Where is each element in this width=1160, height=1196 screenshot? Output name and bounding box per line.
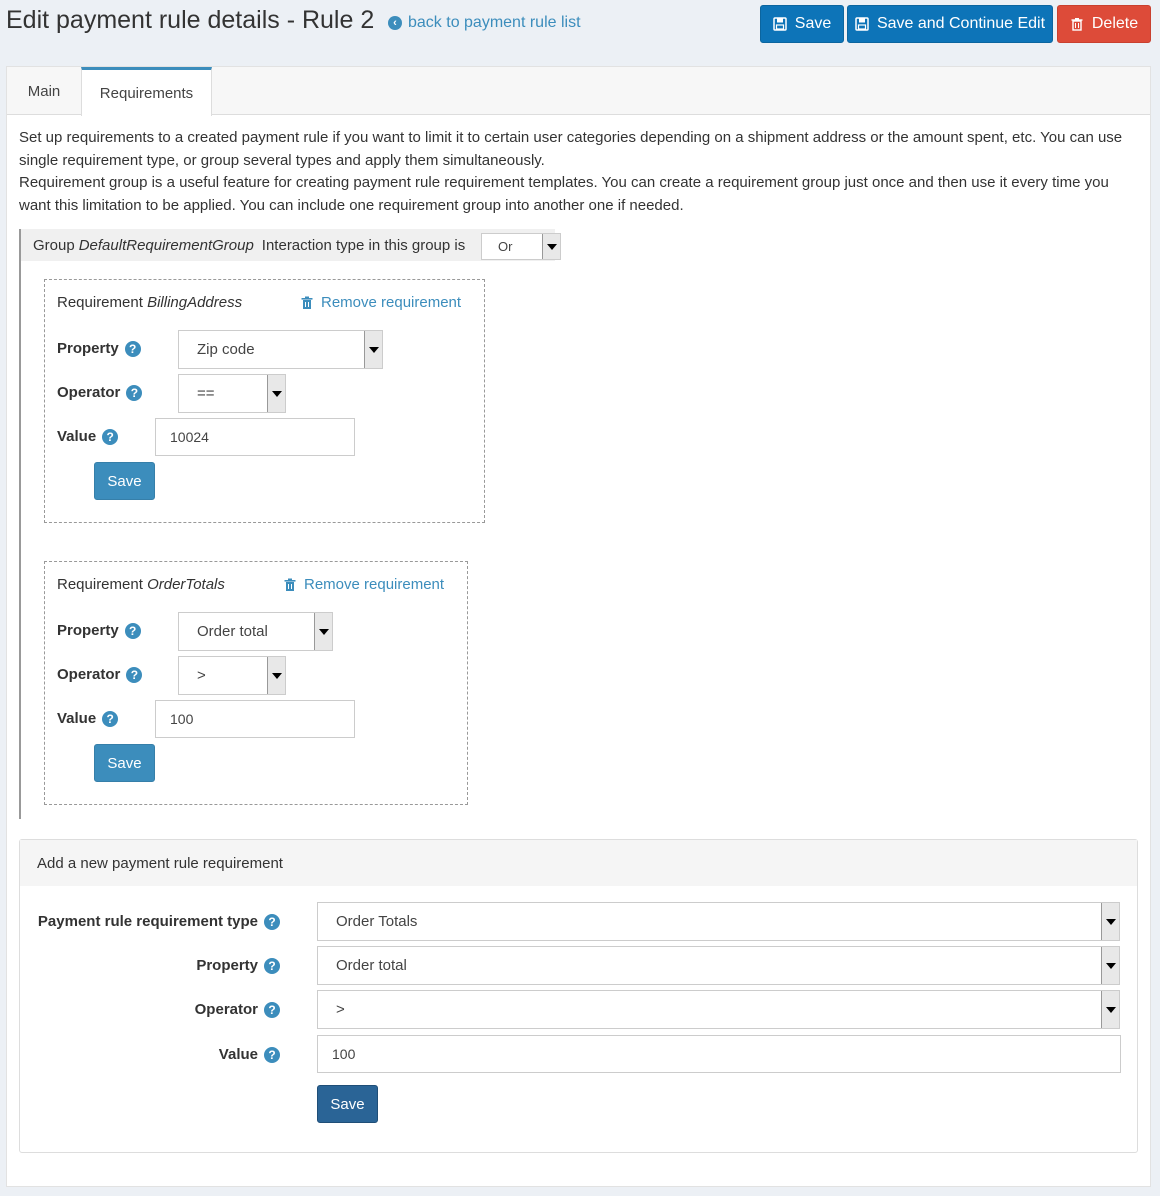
- chevron-down-icon: [1101, 903, 1119, 940]
- requirement-type-select[interactable]: [317, 902, 1120, 941]
- help-icon[interactable]: ?: [125, 623, 141, 639]
- requirement-type-value: Order Totals: [336, 913, 418, 930]
- operator-select[interactable]: [178, 374, 286, 413]
- remove-requirement-link[interactable]: [301, 294, 461, 311]
- value-input-text: 100: [170, 711, 194, 727]
- operator-label-text: Operator: [57, 666, 121, 683]
- property-label: [57, 340, 141, 357]
- chevron-down-icon: [542, 234, 560, 259]
- add-property-label-text: Property: [196, 957, 258, 974]
- delete-button-label: Delete: [1091, 15, 1139, 32]
- chevron-down-icon: [1101, 947, 1119, 984]
- intro-paragraph-1: Set up requirements to a created payment rule if you want to limit it to certain user categories depending on a shipment address or the amount spent, etc. You can use single requirement type, or group several types and apply them simultaneously.: [19, 129, 1123, 169]
- save-and-continue-label: Save and Continue Edit: [876, 15, 1046, 32]
- requirement-type-label: [38, 913, 280, 930]
- operator-select[interactable]: [178, 656, 286, 695]
- requirement-order-totals: [44, 561, 468, 805]
- requirement-prefix: Requirement: [57, 576, 143, 593]
- save-and-continue-button[interactable]: [847, 5, 1053, 43]
- intro-text: [19, 127, 1139, 217]
- property-label-text: Property: [57, 622, 119, 639]
- add-operator-select[interactable]: [317, 990, 1120, 1029]
- add-requirement-title: Add a new payment rule requirement: [20, 840, 1137, 886]
- add-property-value: Order total: [336, 957, 407, 974]
- group-name: DefaultRequirementGroup: [78, 236, 254, 254]
- interaction-type-select[interactable]: [481, 233, 561, 260]
- property-label: [57, 622, 141, 639]
- remove-requirement-link[interactable]: [284, 576, 444, 593]
- property-select[interactable]: [178, 612, 333, 651]
- help-icon[interactable]: ?: [126, 667, 142, 683]
- remove-requirement-label: Remove requirement: [304, 576, 445, 593]
- requirement-title: [57, 576, 225, 593]
- back-link-label: back to payment rule list: [408, 14, 581, 31]
- chevron-down-icon: [1101, 991, 1119, 1028]
- operator-label: [57, 384, 142, 401]
- value-input[interactable]: [155, 700, 355, 738]
- operator-value: >: [197, 667, 206, 684]
- trash-icon: [301, 296, 313, 310]
- add-operator-value: >: [336, 1001, 345, 1018]
- requirement-billing-address: [44, 279, 485, 523]
- add-property-select[interactable]: [317, 946, 1120, 985]
- help-icon[interactable]: ?: [126, 385, 142, 401]
- save-requirement-button[interactable]: Save: [94, 744, 155, 782]
- value-label: [57, 428, 118, 445]
- interaction-type-value: Or: [498, 239, 513, 254]
- value-input-text: 10024: [170, 429, 209, 445]
- floppy-disk-icon: [773, 17, 787, 31]
- add-requirement-save-button[interactable]: Save: [317, 1085, 378, 1123]
- help-icon[interactable]: ?: [102, 711, 118, 727]
- save-button-label: Save: [794, 15, 832, 32]
- property-label-text: Property: [57, 340, 119, 357]
- help-icon[interactable]: ?: [264, 958, 280, 974]
- chevron-down-icon: [314, 613, 332, 650]
- requirement-name: OrderTotals: [147, 576, 225, 593]
- operator-label: [57, 666, 142, 683]
- help-icon[interactable]: ?: [264, 914, 280, 930]
- add-operator-label-text: Operator: [194, 1001, 258, 1018]
- add-requirement-panel: [19, 839, 1138, 1153]
- trash-icon: [1070, 17, 1084, 31]
- tab-bar: [7, 67, 1150, 115]
- floppy-disk-icon: [855, 17, 869, 31]
- add-property-label: [196, 957, 280, 974]
- group-header: [21, 229, 555, 261]
- trash-icon: [284, 578, 296, 592]
- add-operator-label: [195, 1001, 280, 1018]
- page-title: Edit payment rule details - Rule 2: [6, 6, 375, 34]
- property-select[interactable]: [178, 330, 383, 369]
- save-button[interactable]: [760, 5, 844, 43]
- add-value-input[interactable]: [317, 1035, 1121, 1073]
- property-value: Order total: [197, 623, 268, 640]
- arrow-circle-left-icon: ‹: [388, 16, 402, 30]
- operator-label-text: Operator: [57, 384, 121, 401]
- requirement-name: BillingAddress: [147, 294, 243, 311]
- value-label-text: Value: [57, 710, 97, 727]
- value-label: [57, 710, 118, 727]
- group-prefix: Group: [33, 236, 75, 254]
- help-icon[interactable]: ?: [102, 429, 118, 445]
- requirement-prefix: Requirement: [57, 294, 143, 311]
- chevron-down-icon: [267, 375, 285, 412]
- tab-requirements[interactable]: Requirements: [81, 67, 212, 116]
- group-interaction-label: Interaction type in this group is: [261, 236, 466, 254]
- help-icon[interactable]: ?: [264, 1047, 280, 1063]
- main-panel: [6, 66, 1151, 1187]
- remove-requirement-label: Remove requirement: [321, 294, 462, 311]
- add-value-text: 100: [332, 1046, 356, 1062]
- delete-button[interactable]: [1057, 5, 1151, 43]
- add-value-label: [219, 1046, 280, 1063]
- back-to-list-link[interactable]: [388, 14, 581, 32]
- requirement-title: [57, 294, 242, 311]
- property-value: Zip code: [197, 341, 255, 358]
- add-value-label-text: Value: [218, 1046, 258, 1063]
- tab-main[interactable]: Main: [27, 82, 61, 100]
- help-icon[interactable]: ?: [264, 1002, 280, 1018]
- value-label-text: Value: [57, 428, 97, 445]
- chevron-down-icon: [267, 657, 285, 694]
- operator-value: ==: [197, 385, 215, 402]
- save-requirement-button[interactable]: Save: [94, 462, 155, 500]
- value-input[interactable]: [155, 418, 355, 456]
- requirement-group: [19, 229, 559, 819]
- requirement-type-label-text: Payment rule requirement type: [37, 913, 258, 930]
- help-icon[interactable]: ?: [125, 341, 141, 357]
- intro-paragraph-2: Requirement group is a useful feature for creating payment rule requirement templates. You can create a requirement group just once and then use it every time you want this limitation to be applied. You can include one requirement group into another one if needed.: [19, 174, 1109, 214]
- chevron-down-icon: [364, 331, 382, 368]
